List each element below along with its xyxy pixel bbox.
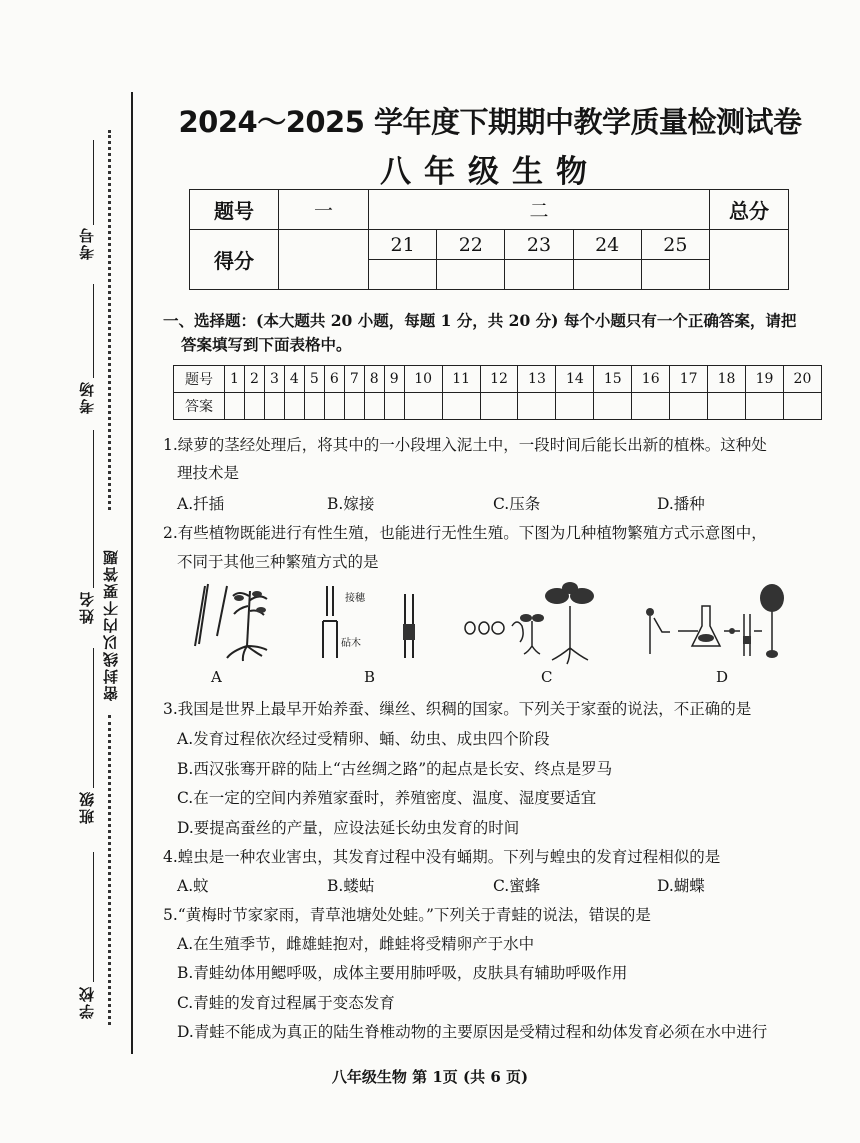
score-cell-21[interactable] xyxy=(369,260,437,290)
q5-option-c[interactable]: C.青蛙的发育过程属于变态发育 xyxy=(177,994,395,1012)
q4-option-b[interactable]: B.蝼蛄 xyxy=(327,877,375,895)
score-table xyxy=(189,189,789,290)
answer-cell[interactable] xyxy=(284,393,304,420)
q2-stem-line2: 不同于其他三种繁殖方式的是 xyxy=(177,553,379,571)
answer-num: 16 xyxy=(632,366,670,393)
answer-cell[interactable] xyxy=(556,393,594,420)
q1-option-c[interactable]: C.压条 xyxy=(493,495,541,513)
answer-num: 18 xyxy=(708,366,746,393)
answer-cell[interactable] xyxy=(670,393,708,420)
fig-label-c: C xyxy=(541,668,553,686)
score-cell-25[interactable] xyxy=(641,260,709,290)
answer-cell[interactable] xyxy=(384,393,404,420)
cutting-illustration xyxy=(185,576,280,666)
scion-label: 接穗 xyxy=(345,593,365,604)
score-total-cell[interactable] xyxy=(710,230,789,290)
q1-option-a[interactable]: A.扦插 xyxy=(177,495,225,513)
answer-num: 10 xyxy=(404,366,442,393)
answer-num: 13 xyxy=(518,366,556,393)
answer-num: 6 xyxy=(324,366,344,393)
seal-dotted-line-bottom xyxy=(108,715,111,1025)
score-cell-24[interactable] xyxy=(573,260,641,290)
score-part1: 一 xyxy=(279,190,369,230)
answer-table-answer-row xyxy=(174,393,822,420)
xuexiao-label: 学校 xyxy=(78,985,96,1019)
kaohao-label: 考号 xyxy=(78,226,96,260)
answer-cell[interactable] xyxy=(708,393,746,420)
q5-stem: 5.“黄梅时节家家雨，青草池塘处处蛙。”下列关于青蛙的说法，错误的是 xyxy=(163,906,651,924)
banji-blank[interactable] xyxy=(93,648,94,788)
score-defen: 得分 xyxy=(190,230,279,290)
q4-option-a[interactable]: A.蚊 xyxy=(177,877,209,895)
q3-option-a[interactable]: A.发育过程依次经过受精卵、蛹、幼虫、成虫四个阶段 xyxy=(177,730,550,748)
answer-cell[interactable] xyxy=(364,393,384,420)
answer-table xyxy=(173,365,822,420)
answer-cell[interactable] xyxy=(304,393,324,420)
exam-subtitle: 八年级生物 xyxy=(380,154,600,190)
tissue-culture-illustration xyxy=(640,576,785,666)
answer-num: 7 xyxy=(344,366,364,393)
kaochang-label: 考场 xyxy=(78,380,96,414)
score-num-24: 24 xyxy=(573,230,641,260)
answer-num: 9 xyxy=(384,366,404,393)
seal-dotted-line-top xyxy=(108,130,111,510)
stock-label: 砧木 xyxy=(341,638,361,649)
q4-option-c[interactable]: C.蜜蜂 xyxy=(493,877,541,895)
q1-option-d[interactable]: D.播种 xyxy=(657,495,705,513)
score-tihao: 题号 xyxy=(190,190,279,230)
score-num-23: 23 xyxy=(505,230,573,260)
grafting-illustration xyxy=(315,576,420,666)
answer-cell[interactable] xyxy=(225,393,245,420)
q5-option-a[interactable]: A.在生殖季节，雌雄蛙抱对，雌蛙将受精卵产于水中 xyxy=(177,935,535,953)
section1-instructions-line2: 答案填写到下面表格中。 xyxy=(181,335,352,354)
section1-instructions-line1: 一、选择题：(本大题共 20 小题，每题 1 分，共 20 分) 每个小题只有一个正确答案，请把 xyxy=(163,311,797,330)
answer-cell[interactable] xyxy=(632,393,670,420)
fig-label-d: D xyxy=(716,668,729,686)
answer-num: 1 xyxy=(225,366,245,393)
answer-cell[interactable] xyxy=(264,393,284,420)
score-num-25: 25 xyxy=(641,230,709,260)
answer-num: 12 xyxy=(480,366,518,393)
q3-option-b[interactable]: B.西汉张骞开辟的陆上“古丝绸之路”的起点是长安、终点是罗马 xyxy=(177,760,613,778)
answer-num: 2 xyxy=(244,366,264,393)
answer-num: 17 xyxy=(670,366,708,393)
answer-cell[interactable] xyxy=(480,393,518,420)
answer-cell[interactable] xyxy=(746,393,784,420)
xingming-blank[interactable] xyxy=(93,430,94,588)
answer-num: 8 xyxy=(364,366,384,393)
answer-cell[interactable] xyxy=(518,393,556,420)
score-part1-cell[interactable] xyxy=(279,230,369,290)
score-total: 总分 xyxy=(710,190,789,230)
q2-stem-line1: 2.有些植物既能进行有性生殖，也能进行无性生殖。下图为几种植物繁殖方式示意图中， xyxy=(163,524,767,542)
q3-option-c[interactable]: C.在一定的空间内养殖家蚕时，养殖密度、温度、湿度要适宜 xyxy=(177,789,597,807)
q5-option-b[interactable]: B.青蛙幼体用鳃呼吸，成体主要用肺呼吸，皮肤具有辅助呼吸作用 xyxy=(177,964,628,982)
q5-option-d[interactable]: D.青蛙不能成为真正的陆生脊椎动物的主要原因是受精过程和幼体发育必须在水中进行 xyxy=(177,1023,768,1041)
fig-label-b: B xyxy=(364,668,376,686)
q3-option-d[interactable]: D.要提高蚕丝的产量，应设法延长幼虫发育的时间 xyxy=(177,819,520,837)
answer-daan-label: 答案 xyxy=(174,393,225,420)
q4-option-d[interactable]: D.蝴蝶 xyxy=(657,877,705,895)
binding-margin-line xyxy=(131,92,133,1054)
answer-cell[interactable] xyxy=(404,393,442,420)
kaohao-blank[interactable] xyxy=(93,140,94,225)
answer-cell[interactable] xyxy=(344,393,364,420)
fig-label-a: A xyxy=(211,668,222,686)
answer-num: 11 xyxy=(442,366,480,393)
answer-num: 20 xyxy=(783,366,821,393)
answer-num: 19 xyxy=(746,366,784,393)
q3-stem: 3.我国是世界上最早开始养蚕、缫丝、织稠的国家。下列关于家蚕的说法，不正确的是 xyxy=(163,700,752,718)
answer-num: 4 xyxy=(284,366,304,393)
answer-cell[interactable] xyxy=(442,393,480,420)
page-footer: 八年级生物 第 1页 (共 6 页) xyxy=(331,1068,529,1086)
answer-cell[interactable] xyxy=(783,393,821,420)
seal-warning: 密封线以内不要答题 xyxy=(102,548,120,701)
score-num-22: 22 xyxy=(437,230,505,260)
score-num-21: 21 xyxy=(369,230,437,260)
exam-title: 2024～2025 学年度下期期中教学质量检测试卷 xyxy=(178,105,802,139)
kaochang-blank[interactable] xyxy=(93,284,94,378)
answer-num: 15 xyxy=(594,366,632,393)
answer-num: 5 xyxy=(304,366,324,393)
q1-stem-line1: 1.绿萝的茎经处理后，将其中的一小段埋入泥土中，一段时间后能长出新的植株。这种处 xyxy=(163,436,767,454)
answer-cell[interactable] xyxy=(324,393,344,420)
xingming-label: 姓名 xyxy=(78,590,96,624)
xuexiao-blank[interactable] xyxy=(93,852,94,982)
seed-germination-illustration xyxy=(462,576,607,666)
answer-num: 3 xyxy=(264,366,284,393)
score-part2: 二 xyxy=(369,190,710,230)
q1-stem-line2: 理技术是 xyxy=(177,464,240,482)
score-cell-22[interactable] xyxy=(437,260,505,290)
score-cell-23[interactable] xyxy=(505,260,573,290)
banji-label: 班级 xyxy=(78,790,96,824)
answer-tihao-label: 题号 xyxy=(174,366,225,393)
answer-cell[interactable] xyxy=(244,393,264,420)
answer-num: 14 xyxy=(556,366,594,393)
q4-stem: 4.蝗虫是一种农业害虫，其发育过程中没有蛹期。下列与蝗虫的发育过程相似的是 xyxy=(163,848,721,866)
q1-option-b[interactable]: B.嫁接 xyxy=(327,495,375,513)
answer-cell[interactable] xyxy=(594,393,632,420)
answer-table-header-row xyxy=(174,366,822,393)
